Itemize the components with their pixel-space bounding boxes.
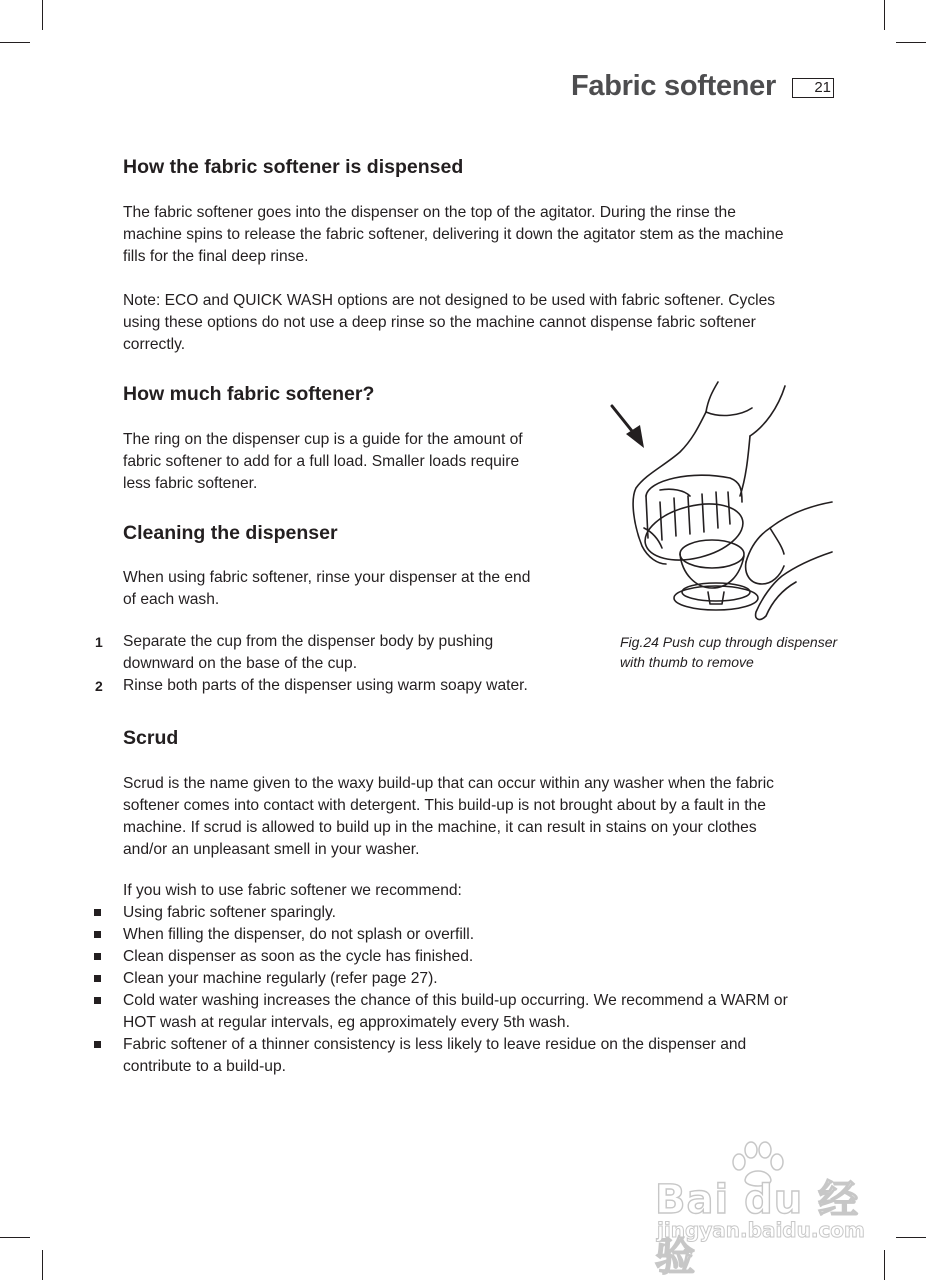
page-number: 21	[792, 78, 834, 98]
bullet-square-icon	[94, 997, 101, 1004]
list-item	[123, 924, 788, 946]
crop-mark	[896, 42, 926, 43]
text-line: Fabric softener of a thinner consistency is less likely to leave residue on the dispenser and	[123, 1036, 747, 1053]
text-line: correctly.	[123, 336, 186, 353]
list-item	[95, 675, 528, 697]
bullet-square-icon	[94, 953, 101, 960]
hands-pushing-cup-illustration	[600, 378, 840, 628]
baidu-watermark	[655, 1140, 875, 1280]
scrud-paragraph	[123, 773, 774, 861]
section-heading-how-much: How much fabric softener?	[123, 383, 375, 405]
text-line: Clean dispenser as soon as the cycle has finished.	[123, 948, 474, 965]
figure-caption	[620, 632, 850, 672]
bullet-square-icon	[94, 909, 101, 916]
crop-mark	[42, 1250, 43, 1280]
watermark-logo: Bai du 经验	[655, 1177, 860, 1280]
crop-mark	[42, 0, 43, 30]
text-line: When using fabric softener, rinse your dispenser at the end	[123, 569, 531, 586]
scrud-recommendations	[123, 902, 788, 1078]
cleaning-steps	[95, 631, 528, 697]
text-line: with thumb to remove	[620, 654, 754, 670]
text-line: downward on the base of the cup.	[123, 655, 358, 672]
text-line: Fig.24 Push cup through dispenser	[620, 634, 838, 650]
text-line: The fabric softener goes into the dispenser on the top of the agitator. During the rinse the	[123, 204, 736, 221]
text-line: of each wash.	[123, 591, 220, 608]
list-item	[123, 946, 788, 968]
how-much-paragraph	[123, 429, 523, 495]
crop-mark	[884, 1250, 885, 1280]
section-heading-cleaning: Cleaning the dispenser	[123, 522, 338, 544]
cleaning-paragraph	[123, 567, 530, 611]
text-line: Scrud is the name given to the waxy build-up that can occur within any washer when the fabric	[123, 775, 774, 792]
step-number: 1	[95, 634, 103, 650]
text-line: fabric softener to add for a full load. Smaller loads require	[123, 453, 520, 470]
list-item	[123, 990, 788, 1034]
page-title: Fabric softener	[571, 70, 776, 102]
crop-mark	[0, 42, 30, 43]
text-line: Clean your machine regularly (refer page 27).	[123, 970, 438, 987]
text-line: less fabric softener.	[123, 475, 258, 492]
bullet-square-icon	[94, 931, 101, 938]
bullet-square-icon	[94, 1041, 101, 1048]
text-line: The ring on the dispenser cup is a guide for the amount of	[123, 431, 523, 448]
text-line: using these options do not use a deep rinse so the machine cannot dispense fabric softener	[123, 314, 756, 331]
list-item	[123, 1034, 788, 1078]
text-line: Separate the cup from the dispenser body by pushing	[123, 633, 494, 650]
watermark-url: jingyan.baidu.com	[657, 1218, 865, 1242]
text-line: machine spins to release the fabric softener, delivering it down the agitator stem as the machine	[123, 226, 784, 243]
text-line: and/or an unpleasant smell in your washer.	[123, 841, 420, 858]
dispensed-paragraph-1	[123, 202, 784, 268]
section-heading-dispensed: How the fabric softener is dispensed	[123, 156, 464, 178]
step-number: 2	[95, 678, 103, 694]
text-line: When filling the dispenser, do not splash or overfill.	[123, 926, 475, 943]
text-line: Note: ECO and QUICK WASH options are not designed to be used with fabric softener. Cycles	[123, 292, 776, 309]
section-heading-scrud: Scrud	[123, 727, 179, 749]
text-line: contribute to a build-up.	[123, 1058, 286, 1075]
crop-mark	[884, 0, 885, 30]
text-line: machine. If scrud is allowed to build up in the machine, it can result in stains on your clothes	[123, 819, 757, 836]
text-line: fills for the final deep rinse.	[123, 248, 309, 265]
text-line: HOT wash at regular intervals, eg approximately every 5th wash.	[123, 1014, 570, 1031]
dispensed-paragraph-note	[123, 290, 775, 356]
text-line: Rinse both parts of the dispenser using warm soapy water.	[123, 677, 528, 694]
list-item	[95, 631, 528, 675]
text-line: Using fabric softener sparingly.	[123, 904, 336, 921]
crop-mark	[896, 1237, 926, 1238]
text-line: Cold water washing increases the chance of this build-up occurring. We recommend a WARM or	[123, 992, 788, 1009]
crop-mark	[0, 1237, 30, 1238]
list-item	[123, 902, 788, 924]
bullet-square-icon	[94, 975, 101, 982]
scrud-intro: If you wish to use fabric softener we recommend:	[123, 882, 462, 899]
list-item	[123, 968, 788, 990]
text-line: softener comes into contact with detergent. This build-up is not brought about by a fault in the	[123, 797, 766, 814]
